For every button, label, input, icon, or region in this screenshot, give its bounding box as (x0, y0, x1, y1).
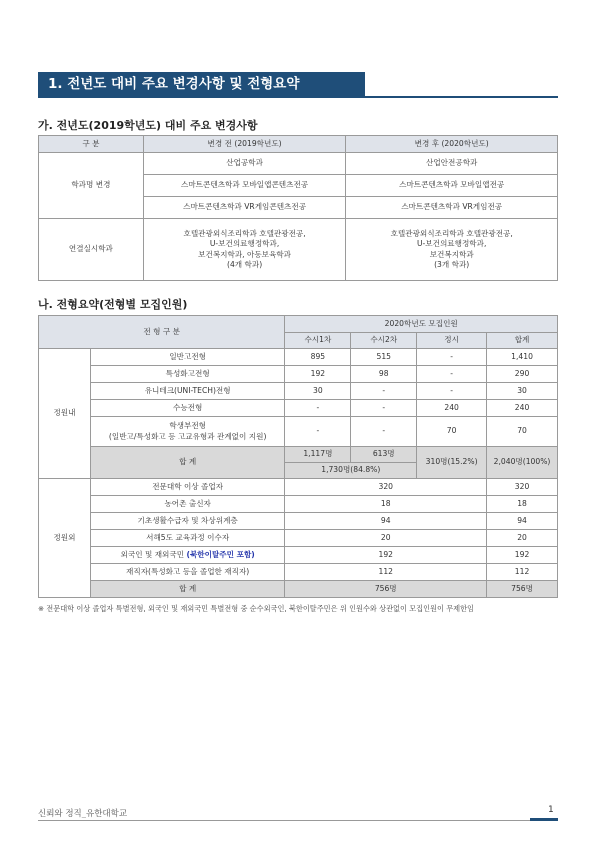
page-title: 1. 전년도 대비 주요 변경사항 및 전형요약 (38, 72, 365, 96)
changes-table (38, 135, 558, 281)
footer-accent (530, 818, 558, 821)
row-name: 서해5도 교육과정 이수자 (90, 530, 285, 547)
cell-total: 20 (487, 530, 558, 547)
cell-total: 240 (487, 400, 558, 417)
in-total-jeongsi: 310명(15.2%) (417, 447, 487, 479)
in-total-label: 합 계 (90, 447, 285, 479)
header-jeongsi: 정시 (417, 333, 487, 349)
header-category: 구 분 (39, 136, 144, 153)
cell-susi2: 515 (351, 349, 417, 366)
quota-header: 2020학년도 모집인원 (285, 316, 558, 333)
cell-total: 94 (487, 513, 558, 530)
row-name: 기초생활수급자 및 차상위계층 (90, 513, 285, 530)
row-name: 전문대학 이상 졸업자 (90, 479, 285, 496)
cell-count: 192 (285, 547, 487, 564)
cell-susi2: - (351, 417, 417, 447)
row-name: 농어촌 출신자 (90, 496, 285, 513)
cell-count: 320 (285, 479, 487, 496)
in-total-susi-combined: 1,730명(84.8%) (285, 463, 417, 479)
row-name: 일반고전형 (90, 349, 285, 366)
cell-susi1: 192 (285, 366, 351, 383)
row-name: 수능전형 (90, 400, 285, 417)
cell-susi2: - (351, 400, 417, 417)
cell-susi1: - (285, 400, 351, 417)
page-number: 1 (548, 805, 554, 815)
north-korean-note: (북한이탈주민 포함) (186, 549, 255, 559)
header-susi2: 수시2차 (351, 333, 417, 349)
rename-before: 산업공학과 (143, 153, 346, 175)
cell-count: 112 (285, 564, 487, 581)
cell-susi1: 895 (285, 349, 351, 366)
out-total-count: 756명 (285, 581, 487, 598)
cell-jeongsi: - (417, 383, 487, 400)
title-underline (38, 96, 558, 98)
linked-after: 호텔관광외식조리학과 호텔관광전공, U-보건의료행정학과, 보건복지학과 (3개 학과) (346, 219, 558, 281)
row-name: 학생부전형 (일반고/특성화고 등 고교유형과 관계없이 지원) (90, 417, 285, 447)
in-total-total: 2,040명(100%) (487, 447, 558, 479)
cell-total: 290 (487, 366, 558, 383)
row-name: 특성화고전형 (90, 366, 285, 383)
cell-total: 192 (487, 547, 558, 564)
rename-before: 스마트콘텐츠학과 모바일앱콘텐츠전공 (143, 175, 346, 197)
rename-after: 스마트콘텐츠학과 모바일앱전공 (346, 175, 558, 197)
rename-before: 스마트콘텐츠학과 VR게임콘텐츠전공 (143, 197, 346, 219)
cell-jeongsi: - (417, 366, 487, 383)
rename-after: 스마트콘텐츠학과 VR게임전공 (346, 197, 558, 219)
section-b-heading: 나. 전형요약(전형별 모집인원) (38, 298, 188, 311)
header-total: 합계 (487, 333, 558, 349)
type-header: 전 형 구 분 (39, 316, 285, 349)
cell-jeongsi: 70 (417, 417, 487, 447)
out-quota-label: 정원외 (39, 479, 91, 598)
rename-after: 산업안전공학과 (346, 153, 558, 175)
out-total-label: 합 계 (90, 581, 285, 598)
footnote: ※ 전문대학 이상 졸업자 특별전형, 외국인 및 재외국민 특별전형 중 순수외국인, 북한이탈주민은 위 인원수와 상관없이 모집인원이 무제한임 (38, 604, 474, 613)
cell-jeongsi: 240 (417, 400, 487, 417)
in-total-susi2: 613명 (351, 447, 417, 463)
cell-total: 112 (487, 564, 558, 581)
cell-susi1: 30 (285, 383, 351, 400)
section-a-heading: 가. 전년도(2019학년도) 대비 주요 변경사항 (38, 119, 258, 132)
cell-total: 1,410 (487, 349, 558, 366)
header-susi1: 수시1차 (285, 333, 351, 349)
linked-label: 연결실시학과 (39, 219, 144, 281)
linked-before: 호텔관광외식조리학과 호텔관광전공, U-보건의료행정학과, 보건복지학과, 아동보육학과 (4개 학과) (143, 219, 346, 281)
cell-susi2: 98 (351, 366, 417, 383)
row-name: 외국인 및 재외국민 (북한이탈주민 포함) (90, 547, 285, 564)
row-name: 재직자(특성화고 등을 졸업한 재직자) (90, 564, 285, 581)
header-before: 변경 전 (2019학년도) (143, 136, 346, 153)
cell-count: 20 (285, 530, 487, 547)
cell-susi2: - (351, 383, 417, 400)
out-total-total: 756명 (487, 581, 558, 598)
cell-total: 320 (487, 479, 558, 496)
cell-total: 18 (487, 496, 558, 513)
cell-jeongsi: - (417, 349, 487, 366)
cell-total: 70 (487, 417, 558, 447)
footer-slogan: 신뢰와 정직_유한대학교 (38, 809, 128, 819)
row-name: 유니테크(UNI-TECH)전형 (90, 383, 285, 400)
cell-count: 18 (285, 496, 487, 513)
admission-table (38, 315, 558, 598)
in-total-susi1: 1,117명 (285, 447, 351, 463)
header-after: 변경 후 (2020학년도) (346, 136, 558, 153)
cell-susi1: - (285, 417, 351, 447)
footer-rule (38, 820, 558, 821)
cell-total: 30 (487, 383, 558, 400)
in-quota-label: 정원내 (39, 349, 91, 479)
cell-count: 94 (285, 513, 487, 530)
rename-label: 학과명 변경 (39, 153, 144, 219)
